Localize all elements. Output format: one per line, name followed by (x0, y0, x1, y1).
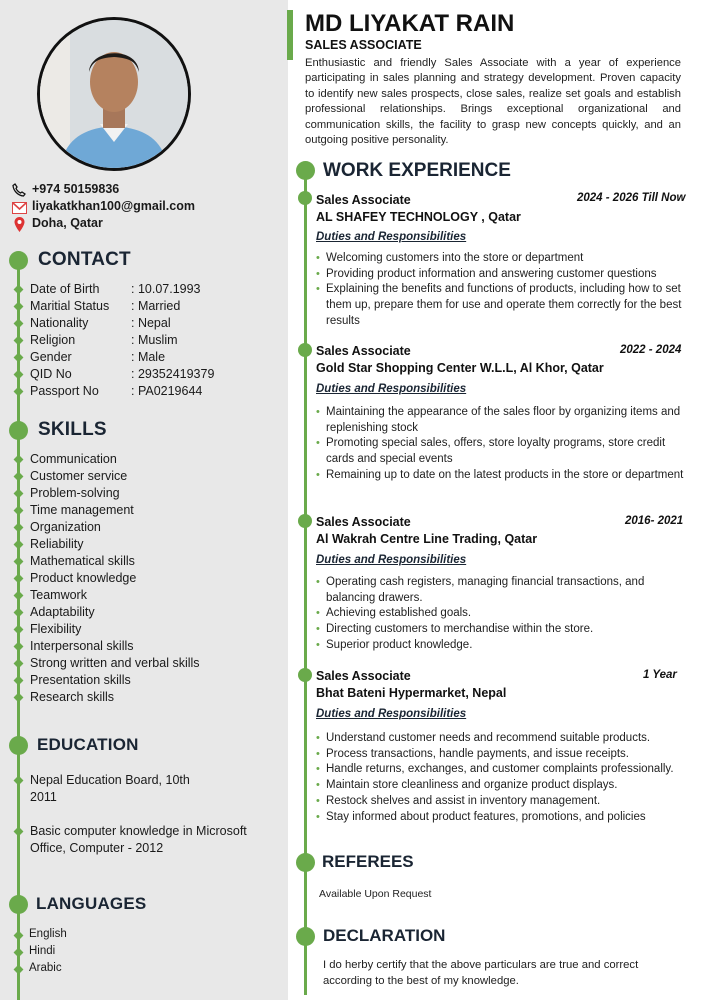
job-dot (298, 343, 312, 357)
skill-item: Mathematical skills (30, 554, 135, 568)
skill-item: Organization (30, 520, 101, 534)
duty-item: • Operating cash registers, managing financial transactions, and balancing drawers. (316, 575, 696, 606)
contact-label: Maritial Status (30, 299, 110, 313)
contact-heading: CONTACT (38, 249, 131, 270)
contact-section-dot (9, 251, 28, 270)
duties-label: Duties and Responsibilities (316, 554, 467, 566)
candidate-name: MD LIYAKAT RAIN (305, 10, 515, 37)
job-dot (298, 514, 312, 528)
education-item-line: Nepal Education Board, 10th (30, 773, 190, 787)
skill-item: Product knowledge (30, 571, 137, 585)
duty-item: • Restock shelves and assist in inventory management. (316, 794, 696, 810)
header-accent-bar (287, 10, 293, 60)
skill-item: Presentation skills (30, 673, 131, 687)
duty-item: • Maintaining the appearance of the sales floor by organizing items and replenishing stock (316, 405, 696, 436)
skill-item: Strong written and verbal skills (30, 656, 200, 670)
language-item: Arabic (29, 962, 62, 974)
education-item-line: 2011 (30, 790, 57, 804)
contact-value: : Male (131, 350, 166, 364)
job-company: AL SHAFEY TECHNOLOGY , Qatar (316, 210, 521, 224)
duty-item: • Handle returns, exchanges, and customer complaints professionally. (316, 762, 696, 778)
skill-item: Reliability (30, 537, 84, 551)
duty-item: • Directing customers to merchandise within the store. (316, 622, 696, 638)
languages-heading: LANGUAGES (36, 894, 147, 913)
duty-item: • Promoting special sales, offers, store loyalty programs, store credit cards and special events (316, 436, 696, 467)
education-item-line: Office, Computer - 2012 (30, 841, 164, 855)
job-period: 2024 - 2026 Till Now (577, 192, 686, 204)
skill-item: Time management (30, 503, 134, 517)
job-period: 1 Year (643, 669, 677, 681)
contact-value: : Married (131, 299, 181, 313)
declaration-text: I do herby certify that the above particulars are true and correct according to the best of my knowledge. (323, 959, 639, 987)
person-avatar-icon (40, 20, 188, 168)
job-duties-list (316, 405, 696, 484)
language-item: Hindi (29, 945, 56, 957)
education-item-line: Basic computer knowledge in Microsoft (30, 824, 247, 838)
languages-section-dot (9, 895, 28, 914)
duty-item: • Welcoming customers into the store or department (316, 251, 696, 267)
skills-section-dot (9, 421, 28, 440)
education-section-dot (9, 736, 28, 755)
contact-label: Date of Birth (30, 282, 100, 296)
contact-label: Religion (30, 333, 76, 347)
duty-item: • Achieving established goals. (316, 606, 696, 622)
contact-value: : Nepal (131, 316, 171, 330)
job-duties-list (316, 251, 696, 330)
education-heading: EDUCATION (37, 735, 139, 754)
phone-number: +974 50159836 (32, 182, 120, 196)
job-dot (298, 668, 312, 682)
contact-value: : 10.07.1993 (131, 282, 201, 296)
skill-item: Communication (30, 452, 117, 466)
gmail-icon (12, 201, 27, 213)
declaration-heading: DECLARATION (323, 926, 446, 945)
duty-item: • Stay informed about product features, promotions, and policies (316, 810, 696, 826)
contact-label: Gender (30, 350, 72, 364)
job-title: Sales Associate (316, 193, 411, 207)
duty-item: • Providing product information and answering customer questions (316, 267, 696, 283)
contact-value: : Muslim (131, 333, 178, 347)
skill-item: Customer service (30, 469, 128, 483)
referees-heading: REFEREES (322, 852, 414, 871)
language-item: English (29, 928, 67, 940)
contact-value: : 29352419379 (131, 367, 215, 381)
skill-item: Research skills (30, 690, 115, 704)
declaration-section-dot (296, 927, 315, 946)
job-company: Al Wakrah Centre Line Trading, Qatar (316, 532, 538, 546)
duties-label: Duties and Responsibilities (316, 231, 467, 243)
work-section-dot (296, 161, 315, 180)
profile-summary: Enthusiastic and friendly Sales Associate with a year of experience participating in sales planning and strategy development. Proven capacity to identify new sales prospects, close sales, realize set goals and establish professional relationships. Brings exceptional organizational and communication skills, the facility to grasp new concepts quickly, and an outgoing positive personality. (305, 57, 681, 147)
location-pin-icon (14, 217, 25, 232)
duties-label: Duties and Responsibilities (316, 383, 467, 395)
skill-item: Problem-solving (30, 486, 120, 500)
candidate-role: SALES ASSOCIATE (305, 38, 422, 52)
contact-value: : PA0219644 (131, 384, 203, 398)
job-period: 2022 - 2024 (620, 344, 682, 356)
duty-item: • Process transactions, handle payments, and issue receipts. (316, 747, 696, 763)
location-text: Doha, Qatar (32, 216, 103, 230)
duty-item: • Remaining up to date on the latest products in the store or department (316, 468, 696, 484)
job-title: Sales Associate (316, 344, 411, 358)
duty-item: • Maintain store cleanliness and organize product displays. (316, 778, 696, 794)
skill-item: Flexibility (30, 622, 82, 636)
duty-item: • Superior product knowledge. (316, 638, 696, 654)
job-title: Sales Associate (316, 669, 411, 683)
skill-item: Adaptability (30, 605, 95, 619)
work-experience-heading: WORK EXPERIENCE (323, 160, 511, 181)
duty-item: • Understand customer needs and recommend suitable products. (316, 731, 696, 747)
job-dot (298, 191, 312, 205)
skills-heading: SKILLS (38, 419, 107, 440)
profile-photo (37, 17, 191, 171)
contact-label: Nationality (30, 316, 89, 330)
duties-label: Duties and Responsibilities (316, 708, 467, 720)
job-duties-list (316, 731, 696, 825)
contact-label: QID No (30, 367, 72, 381)
job-company: Gold Star Shopping Center W.L.L, Al Khor, Qatar (316, 361, 604, 375)
skill-item: Teamwork (30, 588, 87, 602)
job-company: Bhat Bateni Hypermarket, Nepal (316, 686, 507, 700)
job-title: Sales Associate (316, 515, 411, 529)
referees-text: Available Upon Request (319, 888, 432, 900)
contact-label: Passport No (30, 384, 99, 398)
duty-item: • Explaining the benefits and functions of products, including how to set them up, prepare them for use and operate them correctly for the best results (316, 282, 696, 329)
email-address: liyakatkhan100@gmail.com (32, 199, 195, 213)
referees-section-dot (296, 853, 315, 872)
skill-item: Interpersonal skills (30, 639, 134, 653)
phone-icon (12, 183, 26, 197)
job-period: 2016- 2021 (625, 515, 684, 527)
job-duties-list (316, 575, 696, 654)
